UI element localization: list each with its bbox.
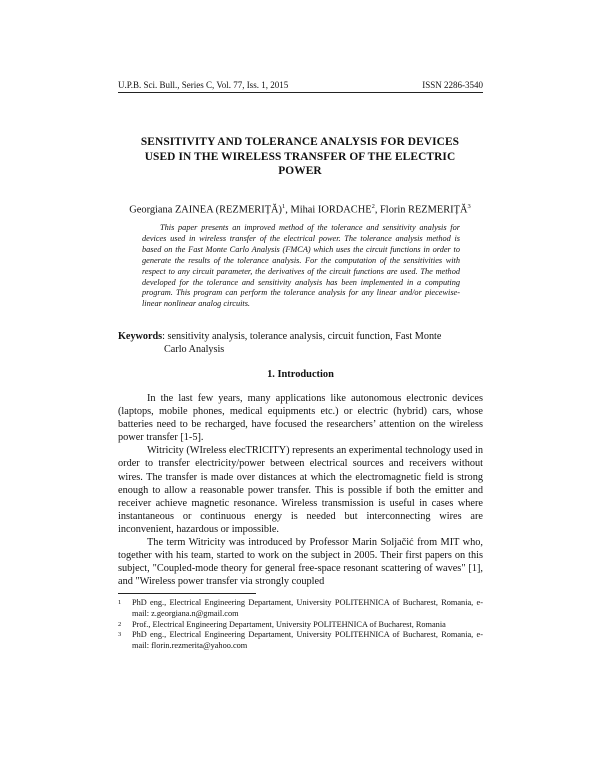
issn-number: ISSN 2286-3540 (422, 80, 483, 90)
title-line: SENSITIVITY AND TOLERANCE ANALYSIS FOR DEVICES (140, 136, 460, 148)
footnote-mark: 3 (118, 631, 122, 639)
paragraph: The term Witricity was introduced by Professor Marin Soljačić from MIT who, together with his team, started to work on the subject in 2005. Their first papers on this subject, "Coupled-mode theory for general free-space resonant scattering of waves" [1], and "Wireless power transfer via strongly coupled (118, 537, 483, 588)
author-affiliation-mark: 3 (467, 203, 471, 210)
body-text (118, 392, 483, 588)
footnote-divider (118, 593, 256, 594)
author-affiliation-mark: 2 (371, 203, 375, 210)
footnotes (118, 598, 483, 652)
title-line: USED IN THE WIRELESS TRANSFER OF THE ELECTRIC (144, 150, 456, 163)
author-affiliation-mark: 1 (282, 203, 286, 210)
paragraph: In the last few years, many applications like autonomous electronic devices (laptops, mobile phones, medical equipments etc.) or electric (hybrid) cars, whose batteries need to be recharged, have focused the researchers’ attention on the wireless power transfer [1-5]. (118, 393, 483, 444)
footnote-text: PhD eng., Electrical Engineering Departament, University POLITEHNICA of Bucharest, Romania, e-mail: z.georgiana.n@gmail.com (132, 598, 483, 618)
author-name: Florin REZMERIȚĂ (380, 204, 468, 216)
keywords-list-continued: Carlo Analysis (164, 344, 225, 355)
paper-title (110, 135, 490, 179)
author-name: Georgiana ZAINEA (REZMERIȚĂ) (129, 204, 283, 216)
footnote (118, 630, 483, 652)
author-name: Mihai IORDACHE (290, 204, 372, 216)
footnote (118, 620, 483, 631)
keywords-list: : sensitivity analysis, tolerance analysis, circuit function, Fast Monte (162, 331, 442, 342)
section-heading-introduction: 1. Introduction (267, 369, 334, 380)
journal-citation: U.P.B. Sci. Bull., Series C, Vol. 77, Iss. 1, 2015 (118, 80, 289, 90)
keywords (118, 330, 483, 356)
author-list: Georgiana ZAINEA (REZMERIȚĂ)$^1$, Mihai IORDACHE$^2$, Florin REZMERIȚĂ$^3$ (129, 203, 471, 216)
paragraph: Witricity (WIreless elecTRICITY) represents an experimental technology used in order to transfer electricity/power between electrical sources and receivers without wires. The transfer is made over distances at which the electromagnetic field is strong enough to allow a reasonable power transfer. This is possible if both the emitter and receiver achieve magnetic resonance. Wireless transmission is useful in cases where instantaneous or continuous energy is needed but interconnecting wires are inconvenient, hazardous or impossible. (118, 445, 483, 535)
abstract: This paper presents an improved method of the tolerance and sensitivity analysis for devices used in wireless transfer of the electrical power. The tolerance analysis method is based on the Fast Monte Carlo Analysis (FMCA) which uses the circuit functions in order to generate the results of the tolerance analysis. For the computation of the sensitivities with respect to any circuit parameter, the derivatives of the circuit functions are used. The method developed for the tolerance and sensitivity analysis has been implemented in a computing program. This program can perform the tolerance analysis for any linear and/or piecewise-linear nonlinear analog circuits. (142, 223, 460, 309)
running-header (118, 80, 483, 93)
footnote-mark: 2 (118, 620, 122, 628)
footnote-text: Prof., Electrical Engineering Departament, University POLITEHNICA of Bucharest, Romania (132, 619, 446, 629)
footnote (118, 598, 483, 620)
keywords-label: Keywords (118, 331, 163, 342)
footnote-mark: 1 (118, 599, 122, 606)
title-line: POWER (278, 165, 322, 177)
footnote-text: PhD eng., Electrical Engineering Departament, University POLITEHNICA of Bucharest, Romania, e-mail: florin.rezmerita@yahoo.com (132, 630, 483, 651)
